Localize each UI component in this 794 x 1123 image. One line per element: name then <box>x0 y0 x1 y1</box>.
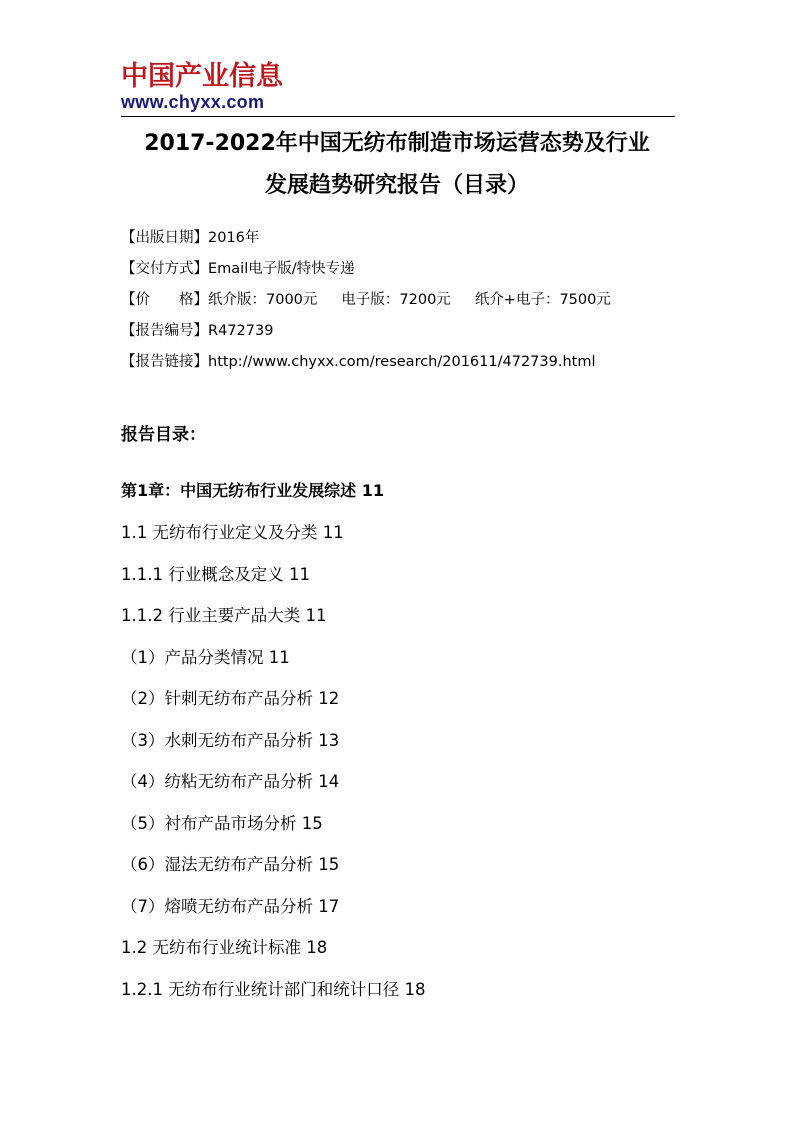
toc-item: （6）湿法无纺布产品分析 15 <box>121 855 340 874</box>
toc-item: 1.2.1 无纺布行业统计部门和统计口径 18 <box>121 980 426 999</box>
logo-url: www.chyxx.com <box>121 92 265 112</box>
toc-item: （7）熔喷无纺布产品分析 17 <box>121 897 340 916</box>
toc-item: 1.1.2 行业主要产品大类 11 <box>121 606 327 625</box>
price-both: 纸介+电子：7500元 <box>474 292 611 308</box>
price-paper: 【价 格】纸介版：7000元 <box>121 292 318 308</box>
publish-date: 【出版日期】2016年 <box>121 230 260 246</box>
toc-item: （3）水刺无纺布产品分析 13 <box>121 731 340 750</box>
toc-item: 1.1.1 行业概念及定义 11 <box>121 565 310 584</box>
report-code: 【报告编号】R472739 <box>121 323 274 339</box>
toc-item: 1.1 无纺布行业定义及分类 11 <box>121 523 344 542</box>
header-divider <box>121 116 675 117</box>
delivery-method: 【交付方式】Email电子版/特快专递 <box>121 261 355 277</box>
toc-item: 1.2 无纺布行业统计标准 18 <box>121 938 328 957</box>
toc-item: （2）针刺无纺布产品分析 12 <box>121 689 340 708</box>
toc-heading: 报告目录： <box>121 425 206 445</box>
report-title-line-1: 2017-2022年中国无纺布制造市场运营态势及行业 <box>144 131 650 156</box>
logo-name: 中国产业信息 <box>121 61 283 92</box>
report-link[interactable]: 【报告链接】http://www.chyxx.com/research/201611/472739.html <box>121 354 596 370</box>
toc-chapter-1: 第1章：中国无纺布行业发展综述 11 <box>121 481 384 500</box>
toc-item: （1）产品分类情况 11 <box>121 648 290 667</box>
toc-item: （5）衬布产品市场分析 15 <box>121 814 323 833</box>
price-digital: 电子版：7200元 <box>341 292 451 308</box>
toc-item: （4）纺粘无纺布产品分析 14 <box>121 772 340 791</box>
report-title-line-2: 发展趋势研究报告（目录） <box>264 173 529 198</box>
price-line <box>121 290 611 310</box>
company-logo <box>121 62 283 112</box>
